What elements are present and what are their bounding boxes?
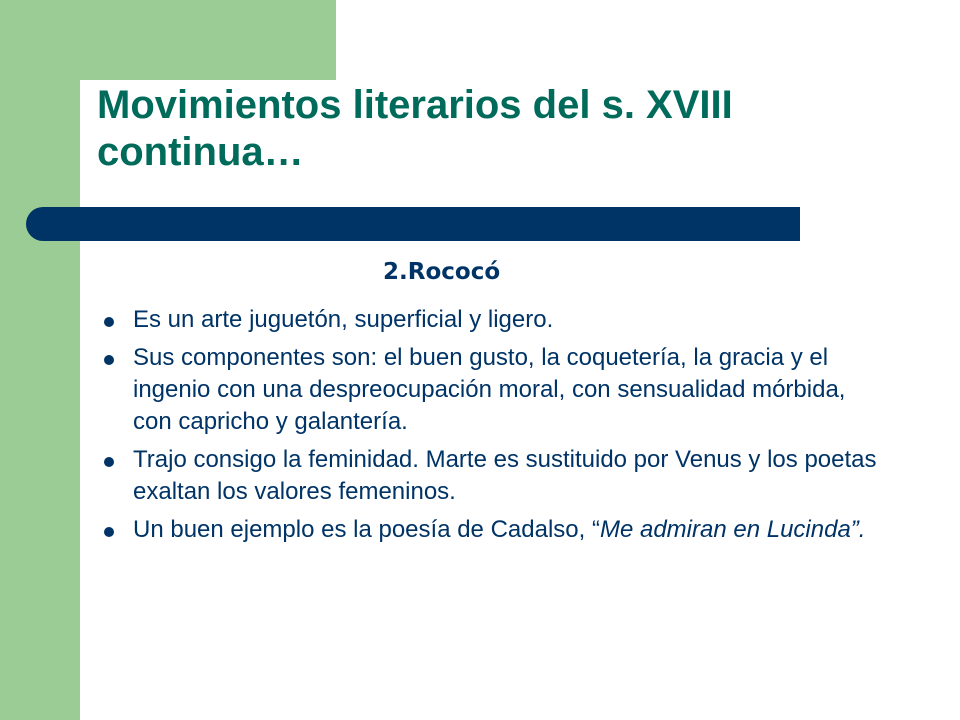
bullet-dot-icon	[104, 317, 114, 327]
bullet-text: Sus componentes son: el buen gusto, la coquetería, la gracia y el ingenio con una despreocupación moral, con sensualidad mórbida, con capricho y galantería.	[133, 344, 846, 435]
bullet-text	[133, 516, 865, 543]
bullet-dot-icon	[104, 355, 114, 365]
bullet-text: Trajo consigo la feminidad. Marte es sustituido por Venus y los poetas exaltan los valores femeninos.	[133, 446, 877, 505]
bullet-dot-icon	[104, 457, 114, 467]
bullet-item	[104, 304, 884, 336]
bullet-text-plain: Un buen ejemplo es la poesía de Cadalso, “	[133, 516, 600, 543]
poem-title-italic: Me admiran en Lucinda”.	[599, 516, 866, 543]
bullet-text: Es un arte juguetón, superficial y ligero.	[133, 306, 554, 333]
bullet-item	[104, 514, 884, 546]
bullet-dot-icon	[104, 527, 114, 537]
bullet-item	[104, 342, 884, 438]
decorative-side-panel-top	[0, 0, 336, 80]
bullet-list	[104, 304, 884, 552]
section-subheading: 2.Rococó	[383, 259, 501, 285]
decorative-side-panel-strip	[0, 80, 80, 720]
bullet-item	[104, 444, 884, 508]
slide-title: Movimientos literarios del s. XVIII continua…	[97, 83, 733, 174]
title-divider-bar	[26, 207, 800, 241]
